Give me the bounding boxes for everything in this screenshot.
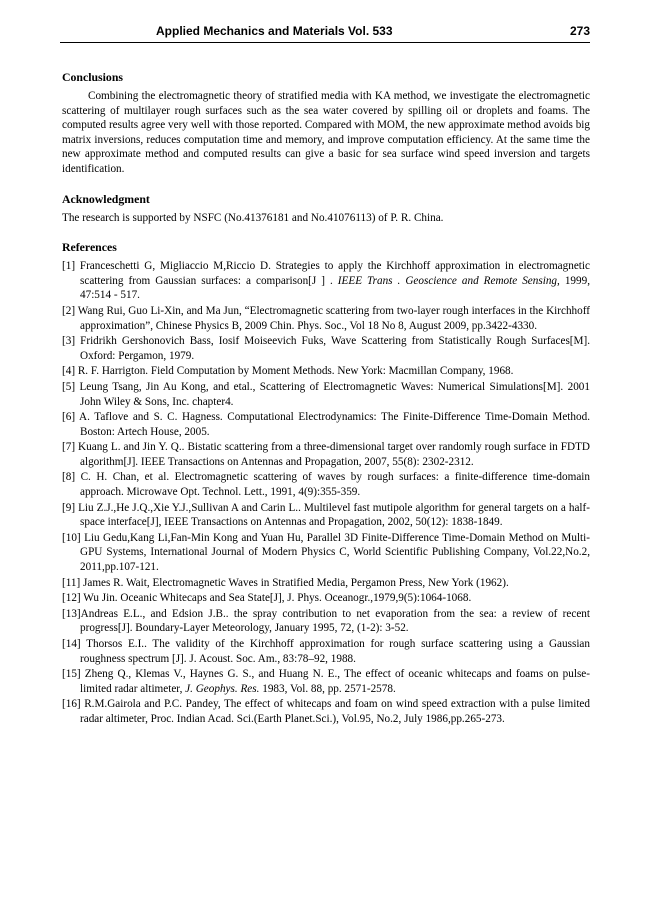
reference-text: Fridrikh Gershonovich Bass, Iosif Moiseevich Fuks, Wave Scattering from Statistically Rough Surfaces[M]. Oxford: Pergamon, 1979. — [75, 335, 590, 362]
reference-number: [6] — [62, 411, 76, 424]
reference-text: Kuang L. and Jin Y. Q.. Bistatic scattering from a three-dimensional target over randomly rough surface in FDTD algorithm[J]. IEEE Transactions on Antennas and Propagation, 2007, 55(8): 2302-2312. — [75, 441, 590, 468]
reference-number: [9] — [62, 501, 76, 514]
reference-item — [62, 667, 590, 696]
reference-number: [12] — [62, 592, 81, 605]
acknowledgment-heading: Acknowledgment — [62, 191, 150, 206]
reference-text: C. H. Chan, et al. Electromagnetic scattering of waves by rough surfaces: a finite-difference time-domain approach. Microwave Opt. Technol. Lett., 1991, 4(9):355-359. — [75, 471, 590, 499]
reference-text: Liu Gedu,Kang Li,Fan-Min Kong and Yuan Hu, Parallel 3D Finite-Difference Time-Domain Method on Multi-GPU Systems, International Journal of Modern Physics C, World Scientific Publishing Company, Vol.22,No.2, 2011,pp.107-121. — [80, 531, 590, 574]
reference-text: Liu Z.J.,He J.Q.,Xie Y.J.,Sullivan A and Carin L.. Multilevel fast mutipole algorithm for general targets on a half-space interface[J], IEEE Transactions on Antennas and Propagation, 2002, 50(12): 1838-1849. — [75, 501, 590, 529]
reference-item — [62, 591, 590, 606]
acknowledgment-section — [62, 192, 590, 226]
conclusions-heading: Conclusions — [62, 70, 123, 84]
reference-number: [14] — [62, 638, 81, 650]
reference-text: Zheng Q., Klemas V., Haynes G. S., and Huang N. E., The effect of oceanic whitecaps and foams on pulse-limited radar altimeter, — [80, 668, 590, 695]
reference-list — [62, 259, 590, 726]
references-section — [62, 240, 590, 726]
reference-text: Andreas E.L., and Edsion J.B.. the spray contribution to net evaporation from the sea: a review of recent progress[J]. Boundary-Layer Meteorology, January 1995, 72, (1-2): 3-52. — [80, 607, 590, 635]
reference-number: [13] — [62, 607, 81, 620]
reference-item — [62, 576, 590, 591]
reference-number: [10] — [62, 531, 81, 544]
reference-item — [62, 470, 590, 499]
references-heading: References — [62, 240, 117, 255]
reference-number: [16] — [62, 698, 81, 711]
reference-item — [62, 259, 590, 303]
reference-number: [4] — [62, 365, 76, 378]
reference-text: Wang Rui, Guo Li-Xin, and Ma Jun, “Electromagnetic scattering from two-layer rough interfaces in the Kirchhoff approximation”, Chinese Physics B, 2009 Chin. Phys. Soc., Vol 18 No 8, August 2009, pp.3422-4330. — [75, 304, 590, 332]
reference-item — [62, 531, 590, 575]
reference-number: [8] — [62, 471, 76, 484]
reference-text-tail: 1999, 47:514 - 517. — [80, 274, 591, 302]
reference-text: R. F. Harrigton. Field Computation by Moment Methods. New York: Macmillan Company, 1968. — [75, 365, 514, 378]
journal-title: Applied Mechanics and Materials Vol. 533 — [156, 24, 393, 38]
reference-number: [15] — [62, 668, 81, 681]
reference-number: [2] — [62, 304, 76, 317]
reference-item — [62, 637, 590, 666]
header-rule — [60, 42, 590, 43]
acknowledgment-paragraph: The research is supported by NSFC (No.41376181 and No.41076113) of P. R. China. — [62, 211, 444, 224]
reference-source-italic: J. Geophys. Res. — [185, 682, 260, 695]
reference-text: James R. Wait, Electromagnetic Waves in Stratified Media, Pergamon Press, New York (1962). — [80, 576, 509, 589]
reference-number: [5] — [62, 380, 76, 393]
reference-item — [62, 697, 590, 726]
conclusions-paragraph: Combining the electromagnetic theory of stratified media with KA method, we investigate the electromagnetic scattering of multilayer rough surfaces such as the sea water covered by spilling oil or droplets and foams. The computed results agree very well with those reported. Compared with MOM, the new approximate method avoids big matrix inversions, reduces computation time and memory, and improve computation efficiency. At the same time the new approximate method and computed results can give a basic for sea surface wind speed inversion and targets identification. — [62, 90, 590, 175]
reference-item — [62, 304, 590, 333]
reference-item — [62, 364, 590, 379]
reference-text: Leung Tsang, Jin Au Kong, and etal., Scattering of Electromagnetic Waves: Numerical Simulations[M]. 2001 John Wiley & Sons, Inc. chapter4. — [75, 380, 590, 408]
reference-text: A. Taflove and S. C. Hagness. Computational Electrodynamics: The Finite-Difference Time-Domain Method. Boston: Artech House, 2005. — [75, 411, 590, 438]
reference-text-tail: 1983, Vol. 88, pp. 2571-2578. — [259, 682, 396, 695]
reference-item — [62, 501, 590, 530]
reference-source-italic: IEEE Trans . Geoscience and Remote Sensing, — [337, 274, 560, 287]
reference-number: [7] — [62, 441, 76, 454]
article-body — [62, 70, 590, 742]
reference-number: [1] — [62, 260, 76, 273]
reference-text: Thorsos E.I.. The validity of the Kirchhoff approximation for rough surface scattering using a Gaussian roughness spectrum [J]. J. Acoust. Soc. Am., 83:78–92, 1988. — [80, 638, 590, 665]
reference-item — [62, 440, 590, 469]
reference-text: Franceschetti G, Migliaccio M,Riccio D. Strategies to apply the Kirchhoff approximation in electromagnetic scattering from Gaussian surfaces: a comparison[J ] . — [75, 260, 590, 287]
reference-text: R.M.Gairola and P.C. Pandey, The effect of whitecaps and foam on wind speed extraction with a pulse limited radar altimeter, Proc. Indian Acad. Sci.(Earth Planet.Sci.), Vol.95, No.2, July 1986,pp.265-273. — [80, 698, 590, 725]
reference-item — [62, 607, 590, 636]
reference-text: Wu Jin. Oceanic Whitecaps and Sea State[J], J. Phys. Oceanogr.,1979,9(5):1064-1068. — [80, 592, 472, 605]
conclusions-section — [62, 70, 590, 177]
page-number: 273 — [569, 24, 590, 38]
reference-item — [62, 410, 590, 439]
reference-number: [3] — [62, 335, 76, 348]
reference-item — [62, 380, 590, 409]
reference-number: [11] — [62, 576, 81, 589]
reference-item — [62, 334, 590, 363]
running-header — [60, 22, 590, 42]
